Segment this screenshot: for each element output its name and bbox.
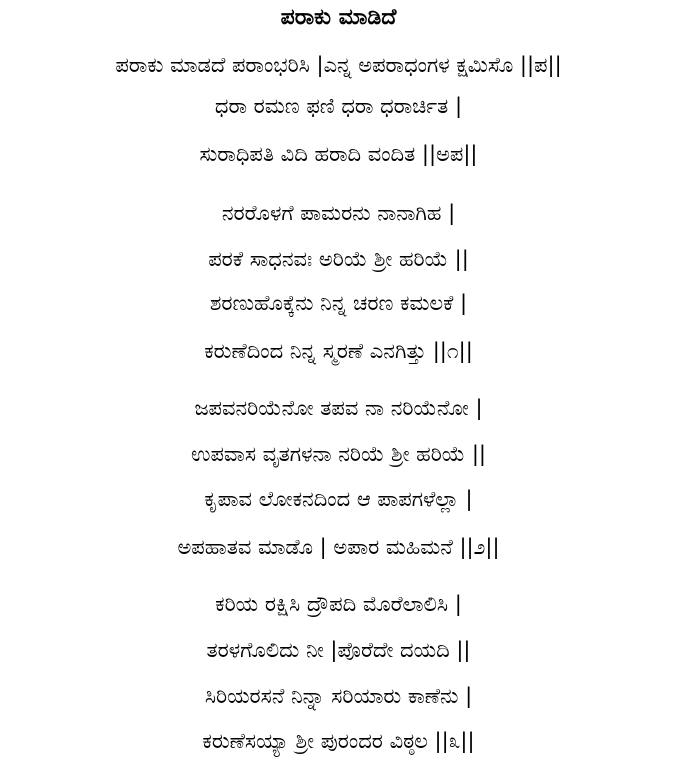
stanza3-line-2: ತರಳಗೊಲಿದು ನೀ |ಪೊರೆದೇ ದಯದಿ || [206, 638, 471, 662]
song-title: ಪರಾಕು ಮಾಡಿದೆ [280, 5, 397, 30]
anupallavi-line-2: ಸುರಾಧಿಪತಿ ವಿದಿ ಹರಾದಿ ವಂದಿತ ||ಅಪ|| [199, 142, 478, 166]
stanza3-line-4: ಕರುಣೆಸಯ್ಯಾ ಶ್ರೀ ಪುರಂದರ ವಿಠ್ಠಲ ||೩|| [202, 729, 475, 753]
stanza2-line-4: ಅಪಹಾತವ ಮಾಡೊ | ಅಪಾರ ಮಹಿಮನೆ ||೨|| [177, 535, 500, 559]
stanza2-line-1: ಜಪವನರಿಯೆನೋ ತಪವ ನಾ ನರಿಯೆನೋ | [194, 396, 483, 420]
stanza2-line-2: ಉಪವಾಸ ವೃತಗಳನಾ ನರಿಯೆ ಶ್ರೀ ಹರಿಯೆ || [191, 442, 486, 466]
stanza3-line-3: ಸಿರಿಯರಸನೆ ನಿನ್ನಾ ಸರಿಯಾರು ಕಾಣೆನು | [204, 684, 473, 708]
anupallavi-line-1: ಧರಾ ರಮಣ ಫಣಿ ಧರಾ ಧರಾರ್ಚಿತ | [214, 94, 463, 118]
stanza2-line-3: ಕೃಪಾವ ಲೋಕನದಿಂದ ಆ ಪಾಪಗಳೆಲ್ಲಾ | [204, 487, 473, 511]
stanza1-line-1: ನರರೊಳಗೆ ಪಾಮರನು ನಾನಾಗಿಹ | [221, 201, 456, 225]
stanza3-line-1: ಕರಿಯ ರಕ್ಷಿಸಿ ದ್ರೌಪದಿ ಮೊರೆಲಾಲಿಸಿ | [215, 592, 462, 616]
stanza1-line-4: ಕರುಣೆದಿಂದ ನಿನ್ನ ಸ್ಮರಣೆ ಎನಗಿತ್ತು ||೧|| [204, 339, 473, 363]
stanza1-line-3: ಶರಣುಹೊಕ್ಕೆನು ನಿನ್ನ ಚರಣ ಕಮಲಕೆ | [209, 291, 468, 315]
pallavi-line: ಪರಾಕು ಮಾಡದೆ ಪರಾಂಭರಿಸಿ |ಎನ್ನ ಅಪರಾಧಂಗಳ ಕ್ಷಮಿಸೊ ||ಪ|| [115, 53, 562, 77]
stanza1-line-2: ಪರಕೆ ಸಾಧನವಃ ಅರಿಯೆ ಶ್ರೀ ಹರಿಯೆ || [208, 247, 469, 271]
